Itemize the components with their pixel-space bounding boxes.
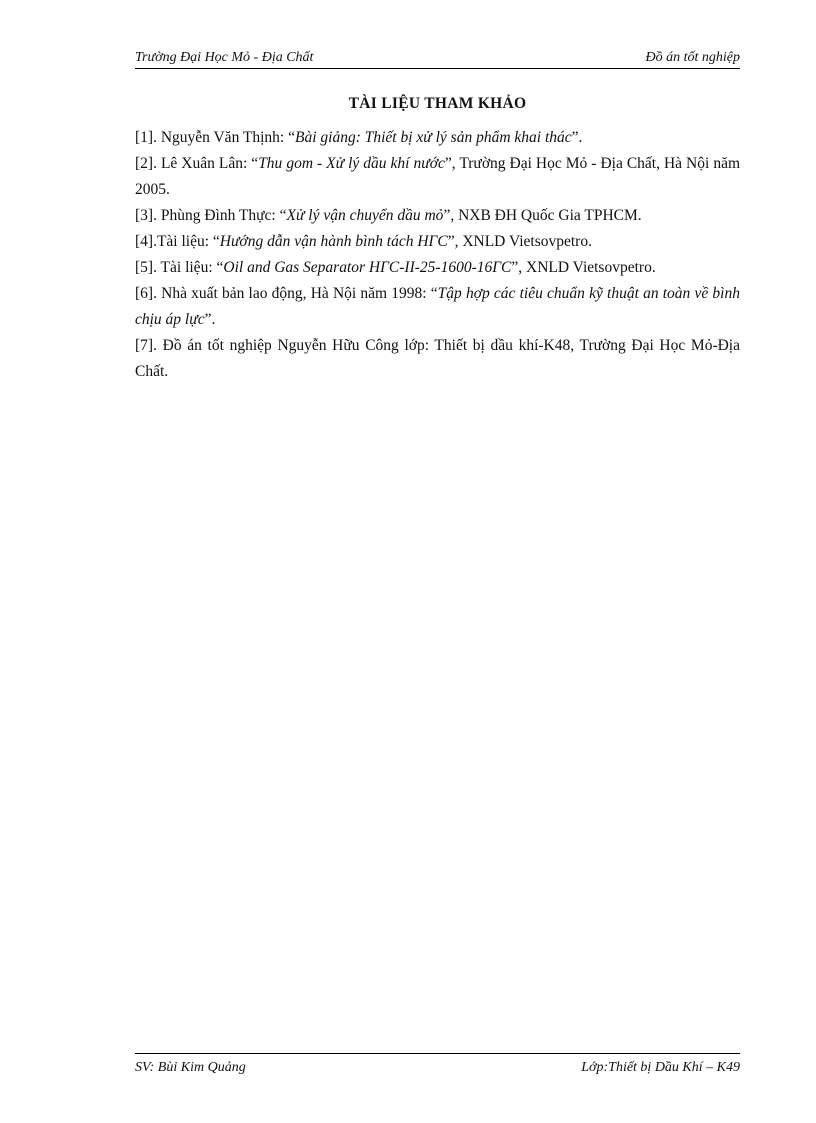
header-doc-type: Đồ án tốt nghiệp	[645, 50, 740, 65]
footer-student: SV: Bùi Kim Quảng	[135, 1060, 246, 1075]
page-footer	[135, 1053, 740, 1078]
header-school: Trường Đại Học Mỏ - Địa Chất	[135, 50, 314, 65]
page-title: TÀI LIỆU THAM KHẢO	[348, 95, 527, 112]
reference-item: [1]. Nguyễn Văn Thịnh: “Bài giảng: Thiết bị xử lý sản phẩm khai thác”.	[135, 129, 583, 146]
reference-item: [2]. Lê Xuân Lân: “Thu gom - Xử lý dầu khí nước”, Trường Đại Học Mỏ - Địa Chất, Hà Nội năm 2005.	[135, 155, 741, 198]
page-header	[135, 48, 740, 69]
reference-list	[135, 125, 740, 385]
reference-item: [4].Tài liệu: “Hướng dẫn vận hành bình tách НГС”, XNLD Vietsovpetro.	[135, 233, 592, 250]
reference-item: [6]. Nhà xuất bản lao động, Hà Nội năm 1998: “Tập hợp các tiêu chuẩn kỹ thuật an toàn về bình chịu áp lực”.	[135, 285, 740, 328]
footer-class: Lớp:Thiết bị Dầu Khí – K49	[581, 1060, 740, 1075]
reference-item: [3]. Phùng Đình Thực: “Xử lý vận chuyển dầu mỏ”, NXB ĐH Quốc Gia TPHCM.	[135, 207, 642, 224]
reference-item: [7]. Đồ án tốt nghiệp Nguyễn Hữu Công lớp: Thiết bị dầu khí-K48, Trường Đại Học Mỏ-Địa Chất.	[135, 337, 740, 380]
reference-item: [5]. Tài liệu: “Oil and Gas Separator НГС-II-25-1600-16ГС”, XNLD Vietsovpetro.	[135, 259, 656, 276]
